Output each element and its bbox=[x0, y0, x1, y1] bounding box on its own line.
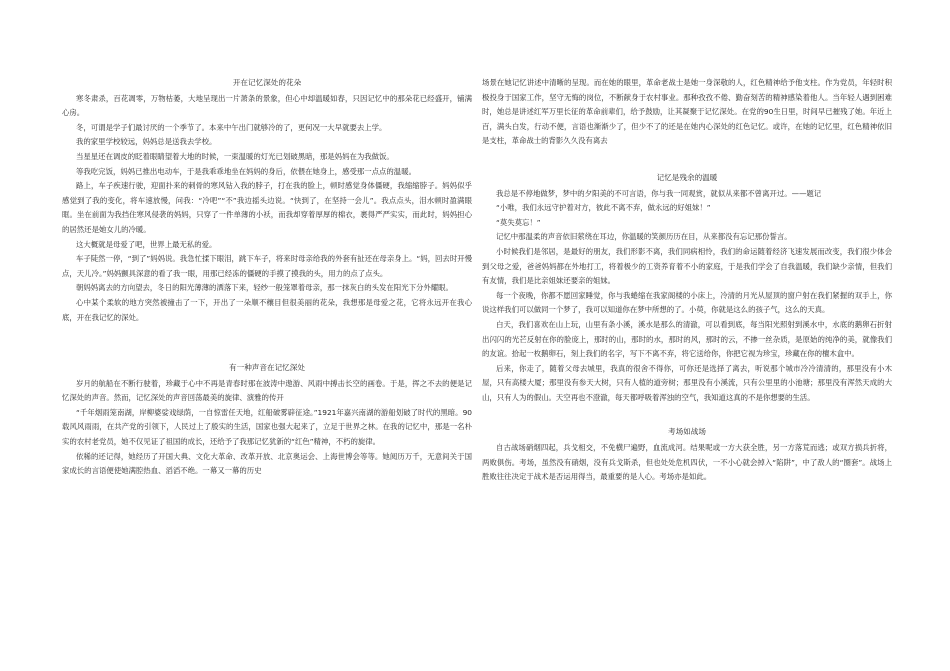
paragraph: 路上，车子疾速行驶，迎面扑来的刺骨的寒风钻入我的脖子，打在我的脸上，顿时感觉身体僵硬，我缩缩脖子。妈妈似乎感觉到了我的变化，将车速放慢，问我：“冷吧”“不”我边摇头边说。“快到了，在坚持一会儿”。我点点头，泪水顿时盈满眼眶。坐在前面为我挡住寒风侵袭的妈妈，只穿了一件单薄的小袄，而我却穿着厚厚的棉衣，裹得严严实实，而此时，妈妈担心的居然还是她女儿的冷暖。 bbox=[62, 181, 472, 234]
section-spacer bbox=[62, 325, 472, 361]
right-column bbox=[482, 76, 892, 485]
essay-title-4: 考场如战场 bbox=[668, 427, 706, 437]
section-spacer bbox=[482, 149, 892, 171]
left-column bbox=[62, 76, 472, 479]
paragraph: 小时候我们是邻居，是最好的朋友，我们形影不离，我们同病相怜，我们的命运随着经济飞速发展而改变，我们很少体会到父母之爱，爸爸妈妈都在外地打工，将着极少的工资养育着不小的家庭，于是我们学会了自我温暖，我们缺少亲情，但我们有友情，我们是比亲姐妹还要亲的姐妹。 bbox=[482, 246, 892, 286]
paragraph: 后来，你走了，随着父母去城里，我真的很舍不得你，可你还是选择了离去，听说那个城市冷冷清清的，那里没有小木屋，只有高楼大厦；那里没有参天大树，只有人植的道旁树；那里没有小溪流，只有公里里的小池塘；那里没有浑然天成的大山，只有人为的假山。天空再也不澄澈，每天都呼吸着浑浊的空气，我知道这真的不是你想要的生活。 bbox=[482, 363, 892, 402]
paragraph: 寒冬肃杀，百花凋零，万物枯萎，大地呈现出一片萧条的景象，但心中却温暖如春，只因记忆中的那朵花已经盛开，铺满心房。 bbox=[62, 93, 472, 118]
paragraph: 白天，我们喜欢在山上玩，山里有条小溪，溪水是那么的清澈，可以看到底，每当阳光照射到溪水中，水底的鹅卵石折射出闪闪的光芒反射在你的脸庞上，那时的山，那时的水，那时的风，那时的云，不掺一丝杂质，是原始的纯净的美，就像我们的友谊。拾起一枚鹅卵石，刻上我们的名字，写下不离不弃，将它送给你，你把它视为珍宝，珍藏在你的檀木盒中。 bbox=[482, 319, 892, 359]
section-spacer bbox=[482, 405, 892, 425]
paragraph: 当星星还在调皮的眨着眼睛望着大地的时候，一束温暖的灯光已划破黑暗，那是妈妈在为我做饭。 bbox=[76, 151, 394, 161]
paragraph: 冬，可谓是学子们最讨厌的一个季节了。本来中午出门就够冷的了，更何况一大早就要去上学。 bbox=[76, 122, 387, 132]
essay-title-2: 有一种声音在记忆深处 bbox=[229, 363, 305, 373]
essay-title-1: 开在记忆深处的花朵 bbox=[232, 78, 302, 87]
paragraph: 这大概就是母爱了吧，世界上最无私的爱。 bbox=[76, 239, 217, 249]
paragraph: 朝妈妈离去的方向望去，冬日的阳光薄薄的洒落下来，轻纱一般笼罩着母亲，那一抹灰白的头发在阳光下分外耀眼。 bbox=[76, 283, 453, 293]
paragraph: “千年烟雨笼南湖，岸柳婆娑戏绿荫，一自惊雷任天地，红船破雾辟征途。”1921年嘉兴南湖的游船划破了时代的黑暗。90载风风雨雨，在共产党的引领下，人民过上了殷实的生活，国家也强大起来了，立足于世界之林。在我的记忆中，那是一名朴实的农村老党员，她不仅见证了祖国的成长，还给予了我那记忆犹新的“红色”精神，不朽的旋律。 bbox=[62, 407, 472, 447]
paragraph: “小唯，我们永远守护着对方，彼此不离不弃，做永远的好姐妹！” bbox=[496, 203, 711, 213]
paragraph: 每一个夜晚，你都不愿回家睡觉，你与我蜷缩在我家阁楼的小床上，冷清的月光从屋顶的窗户射在我们紧握的双手上，你说这样我们可以做同一个梦了，我可以知道你在梦中所想的了。小萸，你就是这么的孩子气，这么的天真。 bbox=[482, 290, 892, 315]
paragraph: 自古战场硝烟四起，兵戈相交，不免横尸遍野，血流成河。结果呢或一方大获全胜，另一方落荒而逃；或双方损兵折将，两败俱伤。考场，虽然没有硝烟，没有兵戈斯杀，但也处处危机四伏，一不小心就会掉入“陷阱”，中了敌人的“圈套”。战场上胜败往往决定于战术是否运用得当，最重要的是人心。考场亦是如此。 bbox=[482, 443, 892, 482]
paragraph: 等我吃完饭，妈妈已推出电动车，于是我乖乖地坐在妈妈的身后，依偎在她身上，感受那一点点的温暖。 bbox=[76, 166, 416, 176]
paragraph: 我总是不停地做梦，梦中的夕阳美的不可言语，你与我一同观赏，就似从来都不曾离开过。——题记 bbox=[496, 188, 822, 198]
paragraph: 记忆中那温柔的声音依旧萦绕在耳边，你温暖的笑颜历历在目，从来都没有忘记那份誓言。 bbox=[496, 232, 792, 242]
paragraph: 场景在她记忆讲述中清晰的呈现。而在她的眼里，革命老战士是她一身深敬的人，红色精神给予他支柱。作为党员，年轻时积极投身于国家工作，坚守无悔的岗位，不断献身于农村事业。那种孜孜不倦、勤奋刻苦的精神感染着他人。当年轻人遇到困难时，她总是讲述红军万里长征的革命前辈们，给予鼓励，让其凝聚于记忆深处。在党的90生日里，时间早已摧残了她。年近上百，满头白发，行动不便，言语也渐渐少了，但少不了的还是在她内心深处的红色记忆。或许，在她的记忆里，红色精神依旧是支柱，革命战士的背影久久没有离去 bbox=[482, 78, 892, 146]
paragraph: 心中某个柔软的地方突然被撞击了一下，开出了一朵顺不穰目但很美丽的花朵，我想那是母爱之花，它将永远开在我心底，开在我记忆的深处。 bbox=[62, 297, 472, 322]
paragraph: 依稀的还记得，她经历了开国大典、文化大革命、改革开放、北京奥运会、上海世博会等等。她阅历万千，无意间关于国家成长的言语便使她满腔热血、滔滔不绝。一幕又一幕的历史 bbox=[62, 451, 472, 476]
paragraph: 我的家里学校较远，妈妈总是送我去学校。 bbox=[76, 137, 217, 147]
paragraph: “莫失莫忘！” bbox=[496, 217, 541, 227]
essay-title-3: 记忆是残余的温暖 bbox=[656, 172, 718, 182]
paragraph: 岁月的航船在不断行驶着，珍藏于心中不再是青春时那在波涛中遨游、风雨中搏击长空的画卷。于是，挥之不去的便是记忆深处的声音。然而，记忆深处的声音回荡最美的旋律、演雅的传开 bbox=[62, 378, 472, 403]
paragraph: 车子陡然一停，“到了”妈妈说。我急忙揉下眼泪，跳下车子，将来时母亲给我的外套有扯还在母亲身上。“妈，回去时开慢点，天儿冷。”妈妈颤具深意的看了我一眼，用那已经冻的僵硬的手摸了摸我的头，用力的点了点头。 bbox=[62, 254, 472, 278]
